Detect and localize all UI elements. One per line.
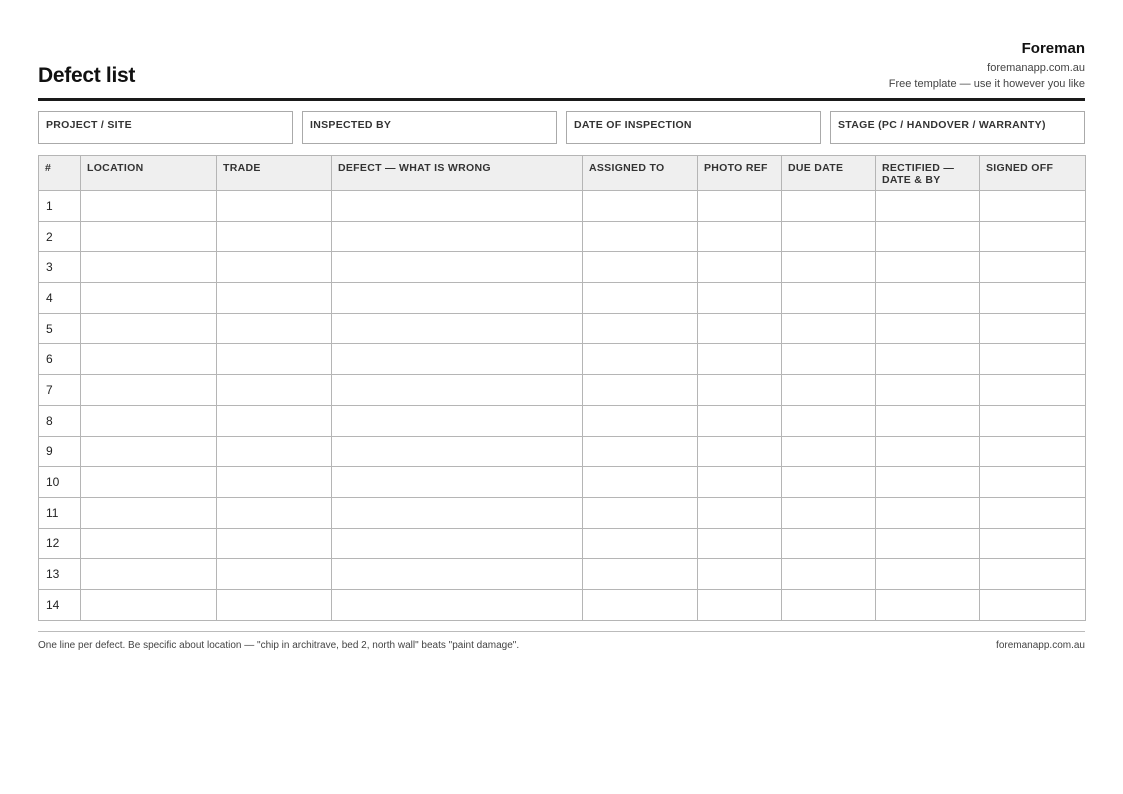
- signed-off-cell[interactable]: [980, 528, 1086, 559]
- row-number: 4: [39, 283, 81, 314]
- trade-cell[interactable]: [217, 313, 332, 344]
- table-row: [39, 344, 1086, 375]
- location-cell[interactable]: [81, 589, 217, 620]
- signed-off-cell[interactable]: [980, 405, 1086, 436]
- due-date-cell[interactable]: [782, 283, 876, 314]
- rectified-cell[interactable]: [876, 313, 980, 344]
- assigned-to-cell[interactable]: [583, 191, 698, 222]
- photo-ref-cell[interactable]: [698, 405, 782, 436]
- due-date-cell[interactable]: [782, 497, 876, 528]
- rectified-cell[interactable]: [876, 528, 980, 559]
- due-date-cell[interactable]: [782, 313, 876, 344]
- rectified-cell[interactable]: [876, 497, 980, 528]
- signed-off-cell[interactable]: [980, 344, 1086, 375]
- stage-field[interactable]: STAGE (PC / HANDOVER / WARRANTY): [830, 111, 1085, 144]
- photo-ref-cell[interactable]: [698, 467, 782, 498]
- due-date-cell[interactable]: [782, 528, 876, 559]
- brand-name: Foreman: [1021, 40, 1085, 57]
- column-header-due-date: DUE DATE: [782, 156, 876, 191]
- table-row: [39, 497, 1086, 528]
- rectified-cell[interactable]: [876, 436, 980, 467]
- assigned-to-cell[interactable]: [583, 589, 698, 620]
- due-date-cell[interactable]: [782, 344, 876, 375]
- signed-off-cell[interactable]: [980, 252, 1086, 283]
- assigned-to-cell[interactable]: [583, 221, 698, 252]
- photo-ref-cell[interactable]: [698, 283, 782, 314]
- photo-ref-cell[interactable]: [698, 221, 782, 252]
- column-header-photo-ref: PHOTO REF: [698, 156, 782, 191]
- assigned-to-cell[interactable]: [583, 375, 698, 406]
- table-row: [39, 436, 1086, 467]
- due-date-cell[interactable]: [782, 252, 876, 283]
- defect-cell[interactable]: [332, 283, 583, 314]
- date-of-inspection-field[interactable]: DATE OF INSPECTION: [566, 111, 821, 144]
- column-header-location: LOCATION: [81, 156, 217, 191]
- assigned-to-cell[interactable]: [583, 497, 698, 528]
- due-date-cell[interactable]: [782, 436, 876, 467]
- assigned-to-cell[interactable]: [583, 283, 698, 314]
- defect-cell[interactable]: [332, 589, 583, 620]
- row-number: 8: [39, 405, 81, 436]
- column-header-trade: TRADE: [217, 156, 332, 191]
- table-row: [39, 252, 1086, 283]
- photo-ref-cell[interactable]: [698, 375, 782, 406]
- trade-cell[interactable]: [217, 191, 332, 222]
- trade-cell[interactable]: [217, 436, 332, 467]
- table-row: [39, 589, 1086, 620]
- due-date-cell[interactable]: [782, 191, 876, 222]
- rectified-cell[interactable]: [876, 589, 980, 620]
- trade-cell[interactable]: [217, 467, 332, 498]
- column-header-rectified: RECTIFIED — DATE & BY: [876, 156, 980, 191]
- signed-off-cell[interactable]: [980, 221, 1086, 252]
- defect-cell[interactable]: [332, 344, 583, 375]
- table-row: [39, 375, 1086, 406]
- signed-off-cell[interactable]: [980, 313, 1086, 344]
- row-number: 1: [39, 191, 81, 222]
- defect-cell[interactable]: [332, 436, 583, 467]
- column-header-number: #: [39, 156, 81, 191]
- rectified-cell[interactable]: [876, 375, 980, 406]
- table-row: [39, 467, 1086, 498]
- row-number: 12: [39, 528, 81, 559]
- header-rule: [38, 98, 1085, 101]
- row-number: 6: [39, 344, 81, 375]
- table-row: [39, 221, 1086, 252]
- trade-cell[interactable]: [217, 497, 332, 528]
- location-cell[interactable]: [81, 344, 217, 375]
- row-number: 10: [39, 467, 81, 498]
- trade-cell[interactable]: [217, 344, 332, 375]
- column-header-assigned-to: ASSIGNED TO: [583, 156, 698, 191]
- assigned-to-cell[interactable]: [583, 528, 698, 559]
- location-cell[interactable]: [81, 283, 217, 314]
- trade-cell[interactable]: [217, 559, 332, 590]
- table-header-row: [39, 156, 1086, 191]
- location-cell[interactable]: [81, 467, 217, 498]
- brand-url: foremanapp.com.au: [987, 62, 1085, 74]
- signed-off-cell[interactable]: [980, 497, 1086, 528]
- table-row: [39, 405, 1086, 436]
- table-row: [39, 313, 1086, 344]
- signed-off-cell[interactable]: [980, 191, 1086, 222]
- row-number: 5: [39, 313, 81, 344]
- table-row: [39, 283, 1086, 314]
- row-number: 9: [39, 436, 81, 467]
- row-number: 2: [39, 221, 81, 252]
- rectified-cell[interactable]: [876, 283, 980, 314]
- due-date-cell[interactable]: [782, 559, 876, 590]
- trade-cell[interactable]: [217, 405, 332, 436]
- location-cell[interactable]: [81, 559, 217, 590]
- signed-off-cell[interactable]: [980, 283, 1086, 314]
- document-page: [38, 0, 1085, 651]
- signed-off-cell[interactable]: [980, 375, 1086, 406]
- photo-ref-cell[interactable]: [698, 559, 782, 590]
- rectified-cell[interactable]: [876, 252, 980, 283]
- location-cell[interactable]: [81, 497, 217, 528]
- due-date-cell[interactable]: [782, 589, 876, 620]
- photo-ref-cell[interactable]: [698, 528, 782, 559]
- photo-ref-cell[interactable]: [698, 252, 782, 283]
- project-site-field[interactable]: PROJECT / SITE: [38, 111, 293, 144]
- brand-tagline: Free template — use it however you like: [888, 78, 1085, 90]
- rectified-cell[interactable]: [876, 221, 980, 252]
- defect-cell[interactable]: [332, 497, 583, 528]
- defect-cell[interactable]: [332, 252, 583, 283]
- document-header: [38, 0, 1085, 102]
- trade-cell[interactable]: [217, 252, 332, 283]
- rectified-cell[interactable]: [876, 405, 980, 436]
- photo-ref-cell[interactable]: [698, 191, 782, 222]
- footer-note: One line per defect. Be specific about location — "chip in architrave, bed 2, north wall" beats "paint damage".: [38, 640, 520, 651]
- assigned-to-cell[interactable]: [583, 313, 698, 344]
- rectified-cell[interactable]: [876, 559, 980, 590]
- location-cell[interactable]: [81, 528, 217, 559]
- defect-cell[interactable]: [332, 313, 583, 344]
- defect-cell[interactable]: [332, 467, 583, 498]
- due-date-cell[interactable]: [782, 467, 876, 498]
- signed-off-cell[interactable]: [980, 589, 1086, 620]
- location-cell[interactable]: [81, 313, 217, 344]
- row-number: 13: [39, 559, 81, 590]
- due-date-cell[interactable]: [782, 405, 876, 436]
- defect-cell[interactable]: [332, 375, 583, 406]
- defect-cell[interactable]: [332, 221, 583, 252]
- inspected-by-field[interactable]: INSPECTED BY: [302, 111, 557, 144]
- column-header-signed-off: SIGNED OFF: [980, 156, 1086, 191]
- footer-rule: [38, 631, 1085, 632]
- photo-ref-cell[interactable]: [698, 313, 782, 344]
- signed-off-cell[interactable]: [980, 436, 1086, 467]
- location-cell[interactable]: [81, 191, 217, 222]
- page-title: Defect list: [38, 64, 136, 87]
- footer-url: foremanapp.com.au: [996, 640, 1085, 651]
- location-cell[interactable]: [81, 375, 217, 406]
- assigned-to-cell[interactable]: [583, 252, 698, 283]
- due-date-cell[interactable]: [782, 375, 876, 406]
- trade-cell[interactable]: [217, 375, 332, 406]
- assigned-to-cell[interactable]: [583, 436, 698, 467]
- column-header-defect: DEFECT — WHAT IS WRONG: [332, 156, 583, 191]
- table-body: [39, 191, 1086, 621]
- trade-cell[interactable]: [217, 283, 332, 314]
- defect-cell[interactable]: [332, 191, 583, 222]
- row-number: 11: [39, 497, 81, 528]
- table-row: [39, 559, 1086, 590]
- table-row: [39, 191, 1086, 222]
- assigned-to-cell[interactable]: [583, 344, 698, 375]
- rectified-cell[interactable]: [876, 344, 980, 375]
- rectified-cell[interactable]: [876, 467, 980, 498]
- row-number: 14: [39, 589, 81, 620]
- assigned-to-cell[interactable]: [583, 405, 698, 436]
- row-number: 7: [39, 375, 81, 406]
- signed-off-cell[interactable]: [980, 559, 1086, 590]
- defect-table: [38, 155, 1086, 621]
- photo-ref-cell[interactable]: [698, 436, 782, 467]
- defect-cell[interactable]: [332, 528, 583, 559]
- due-date-cell[interactable]: [782, 221, 876, 252]
- assigned-to-cell[interactable]: [583, 559, 698, 590]
- location-cell[interactable]: [81, 436, 217, 467]
- info-fields: [38, 111, 1085, 144]
- photo-ref-cell[interactable]: [698, 497, 782, 528]
- location-cell[interactable]: [81, 252, 217, 283]
- photo-ref-cell[interactable]: [698, 344, 782, 375]
- location-cell[interactable]: [81, 221, 217, 252]
- trade-cell[interactable]: [217, 589, 332, 620]
- assigned-to-cell[interactable]: [583, 467, 698, 498]
- signed-off-cell[interactable]: [980, 467, 1086, 498]
- brand-block: [889, 40, 1085, 91]
- location-cell[interactable]: [81, 405, 217, 436]
- rectified-cell[interactable]: [876, 191, 980, 222]
- trade-cell[interactable]: [217, 528, 332, 559]
- row-number: 3: [39, 252, 81, 283]
- table-row: [39, 528, 1086, 559]
- defect-cell[interactable]: [332, 405, 583, 436]
- trade-cell[interactable]: [217, 221, 332, 252]
- defect-cell[interactable]: [332, 559, 583, 590]
- photo-ref-cell[interactable]: [698, 589, 782, 620]
